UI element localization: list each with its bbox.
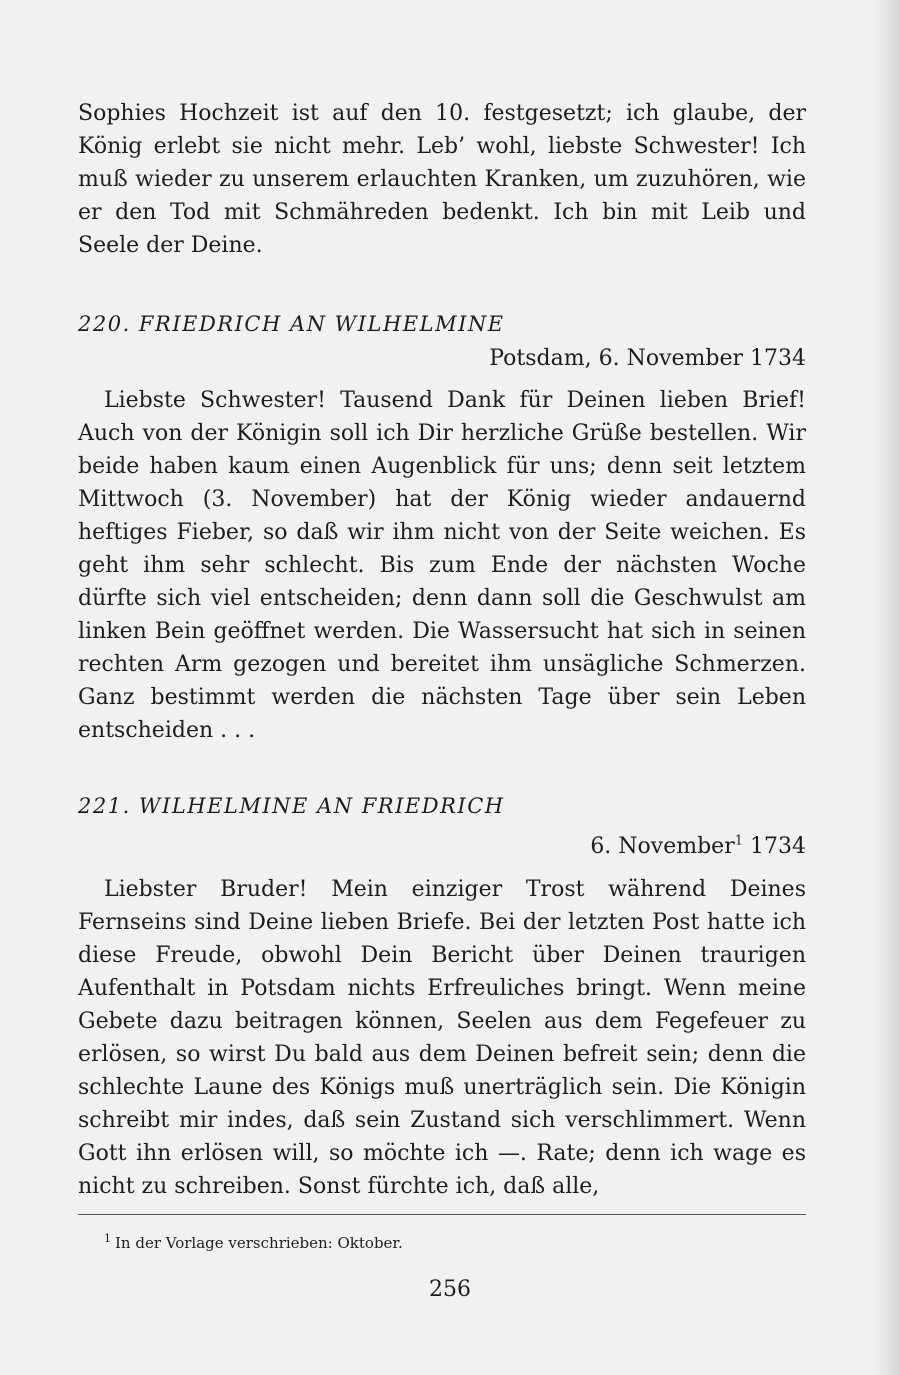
- letter-221-body-block: [78, 873, 806, 1203]
- page-edge-shadow: [870, 0, 900, 1375]
- letter-221-dateline: [78, 832, 806, 862]
- footnote-divider: [78, 1214, 806, 1215]
- opening-paragraph-block: [78, 97, 806, 262]
- footnote: [104, 1231, 403, 1255]
- letter-221-heading: 221. WILHELMINE AN FRIEDRICH: [78, 794, 505, 818]
- letter-221-dateline-month: 6. November: [590, 834, 735, 859]
- page-number: 256: [429, 1277, 471, 1302]
- opening-paragraph: Sophies Hochzeit ist auf den 10. festgesetzt; ich glaube, der König erlebt sie nicht mehr. Leb’ wohl, liebste Schwester! Ich muß wieder zu unserem erlauchten Kranken, um zuzuhören, wie er den Tod mit Schmähreden bedenkt. Ich bin mit Leib und Seele der Deine.: [78, 101, 806, 258]
- letter-220-body-block: [78, 384, 806, 747]
- footnote-text: In der Vorlage verschrieben: Oktober.: [115, 1234, 403, 1252]
- letter-220-body: Liebste Schwester! Tausend Dank für Deinen lieben Brief! Auch von der Königin soll ich Dir herzliche Grüße bestellen. Wir beide haben kaum einen Augenblick für uns; denn seit letztem Mittwoch (3. November) hat der König wieder andauernd heftiges Fieber, so daß wir ihm nicht von der Seite weichen. Es geht ihm sehr schlecht. Bis zum Ende der nächsten Woche dürfte sich viel entscheiden; denn dann soll die Geschwulst am linken Bein geöffnet werden. Die Wassersucht hat sich in seinen rechten Arm gezogen und bereitet ihm unsägliche Schmerzen. Ganz bestimmt werden die nächsten Tage über sein Leben entscheiden . . .: [78, 388, 806, 743]
- letter-221-body: Liebster Bruder! Mein einziger Trost während Deines Fernseins sind Deine lieben Briefe. Bei der letzten Post hatte ich diese Freude, obwohl Dein Bericht über Deinen traurigen Aufenthalt in Potsdam nichts Erfreuliches bringt. Wenn meine Gebete dazu beitragen können, Seelen aus dem Fegefeuer zu erlösen, so wirst Du bald aus dem Deinen befreit sein; denn die schlechte Laune des Königs muß unerträglich sein. Die Königin schreibt mir indes, daß sein Zustand sich verschlimmert. Wenn Gott ihn erlösen will, so möchte ich —. Rate; denn ich wage es nicht zu schreiben. Sonst fürchte ich, daß alle,: [78, 877, 806, 1199]
- letter-221-dateline-year: 1734: [743, 834, 806, 859]
- letter-220-dateline: Potsdam, 6. November 1734: [489, 346, 806, 371]
- footnote-reference: 1: [734, 833, 744, 849]
- letter-220-heading: 220. FRIEDRICH AN WILHELMINE: [78, 312, 505, 336]
- footnote-mark: 1: [104, 1232, 111, 1245]
